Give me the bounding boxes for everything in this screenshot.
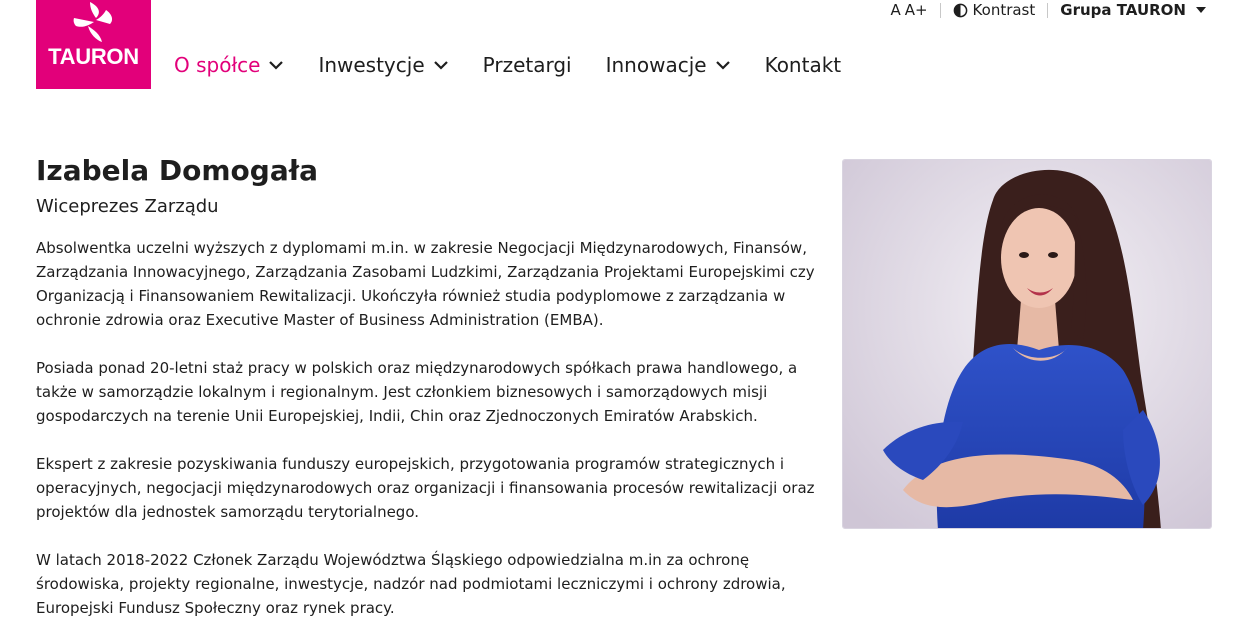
nav-item-label: Innowacje bbox=[605, 53, 707, 77]
chevron-down-icon bbox=[268, 60, 284, 70]
tauron-logo[interactable] bbox=[36, 0, 151, 89]
main-nav bbox=[174, 50, 875, 80]
chevron-down-icon bbox=[715, 60, 731, 70]
font-size-large-button[interactable]: A+ bbox=[904, 1, 928, 19]
person-bio bbox=[36, 236, 816, 644]
bio-paragraph: Absolwentka uczelni wyższych z dyplomami m.in. w zakresie Negocjacji Międzynarodowych, Finansów, Zarządzania Innowacyjnego, Zarządzania Zasobami Ludzkimi, Zarządzania Projektami Europejskimi czy Organizacją i Finansowaniem Rewitalizacji. Ukończyła również studia podyplomowe z zarządzania w ochronie zdrowia oraz Executive Master of Business Administration (EMBA). bbox=[36, 239, 815, 329]
nav-item-o-spolce[interactable] bbox=[174, 53, 284, 77]
logo-text: TAURON bbox=[48, 44, 139, 69]
tauron-logo-mark-icon bbox=[66, 0, 122, 46]
nav-item-kontakt[interactable] bbox=[765, 53, 842, 77]
nav-item-inwestycje[interactable] bbox=[318, 53, 448, 77]
bio-paragraph: Posiada ponad 20-letni staż pracy w polskich oraz międzynarodowych spółkach prawa handlowego, a także w samorządzie lokalnym i regionalnym. Jest członkiem biznesowych i samorządowych misji gospodarczych na terenie Unii Europejskiej, Indii, Chin oraz Zjednoczonych Emiratów Arabskich. bbox=[36, 359, 798, 425]
divider bbox=[940, 3, 941, 18]
nav-item-przetargi[interactable] bbox=[483, 53, 572, 77]
group-label: Grupa TAURON bbox=[1060, 1, 1186, 19]
divider bbox=[1047, 3, 1048, 18]
bio-paragraph: Ekspert z zakresie pozyskiwania funduszy europejskich, przygotowania programów strategicznych i operacyjnych, negocjacji międzynarodowych oraz organizacji i finansowania procesów rewitalizacji oraz projektów dla jednostek samorządu terytorialnego. bbox=[36, 455, 815, 521]
group-tauron-dropdown[interactable] bbox=[1060, 1, 1206, 19]
contrast-icon bbox=[953, 3, 968, 18]
utility-bar bbox=[890, 0, 1206, 20]
bio-paragraph: W latach 2018-2022 Członek Zarządu Województwa Śląskiego odpowiedzialna m.in za ochronę środowiska, projekty regionalne, inwestycje, nadzór nad podmiotami leczniczymi i ochrony zdrowia, Europejski Fundusz Społeczny oraz rynek pracy. bbox=[36, 551, 786, 617]
person-role: Wiceprezes Zarządu bbox=[36, 196, 219, 217]
nav-item-label: Przetargi bbox=[482, 53, 572, 77]
portrait-illustration bbox=[843, 160, 1212, 529]
nav-item-innowacje[interactable] bbox=[606, 53, 731, 77]
nav-item-label: Inwestycje bbox=[318, 53, 425, 77]
caret-down-icon bbox=[1196, 6, 1206, 14]
person-name: Izabela Domogała bbox=[36, 154, 318, 187]
contrast-label: Kontrast bbox=[972, 1, 1036, 19]
portrait-photo bbox=[842, 159, 1212, 529]
nav-item-label: Kontakt bbox=[764, 53, 842, 77]
contrast-button[interactable] bbox=[953, 1, 1036, 19]
nav-item-label: O spółce bbox=[174, 53, 261, 77]
chevron-down-icon bbox=[433, 60, 449, 70]
font-size-normal-button[interactable]: A bbox=[890, 1, 901, 19]
